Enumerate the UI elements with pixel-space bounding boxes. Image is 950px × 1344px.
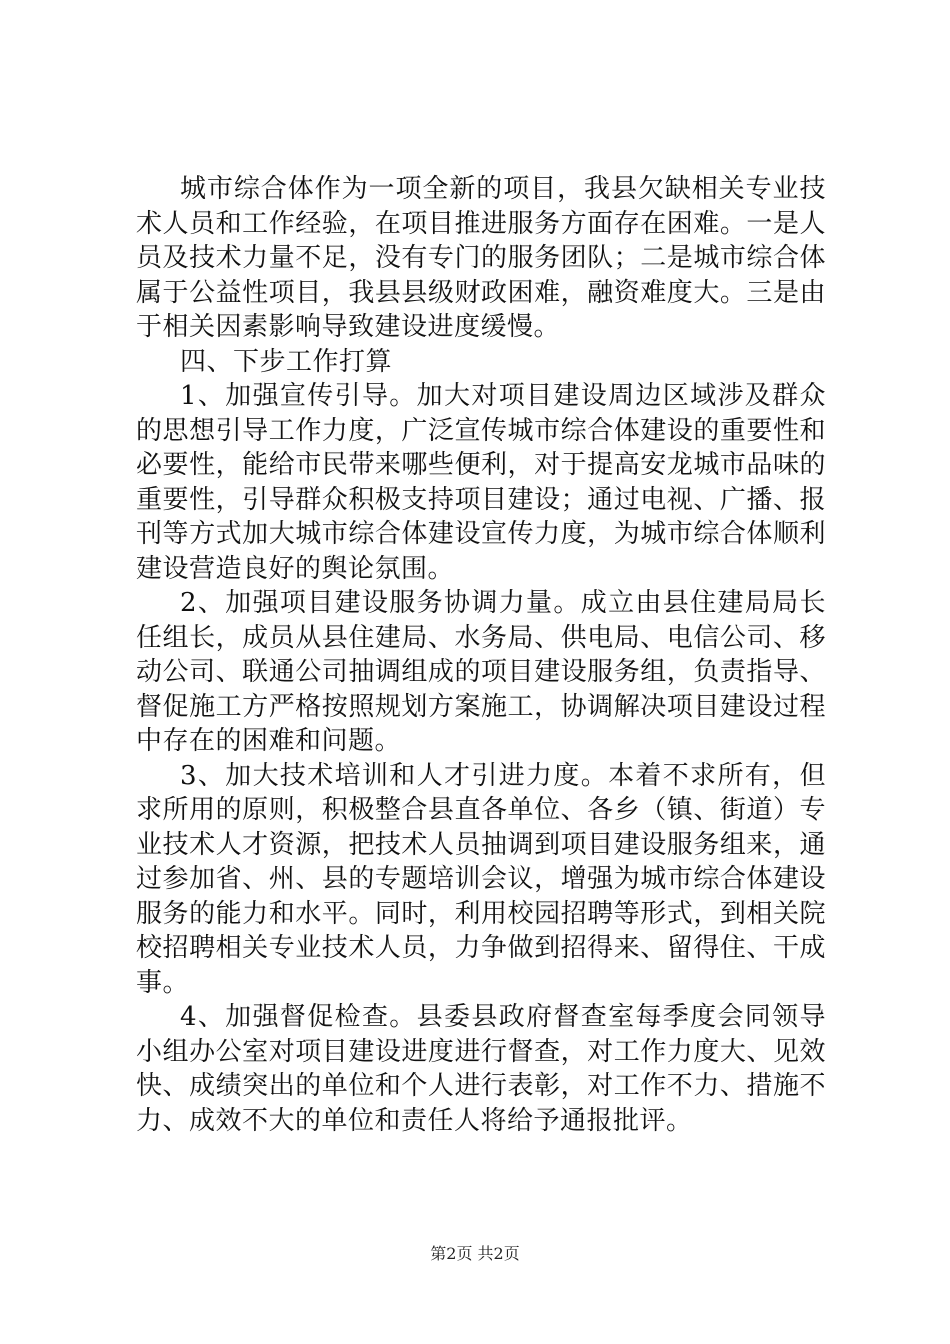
- document-body: [136, 172, 826, 1138]
- paragraph-item-4: 4、加强督促检查。县委县政府督查室每季度会同领导小组办公室对项目建设进度进行督查，对工作力度大、见效快、成绩突出的单位和个人进行表彰，对工作不力、措施不力、成效不大的单位和责任人将给予通报批评。: [136, 1002, 826, 1136]
- page-number-footer: 第2页 共2页: [430, 1244, 520, 1263]
- section-heading-next-steps: 四、下步工作打算: [180, 346, 393, 377]
- paragraph-item-3: 3、加大技术培训和人才引进力度。本着不求所有，但求所用的原则，积极整合县直各单位、各乡（镇、街道）专业技术人才资源，把技术人员抽调到项目建设服务组来，通过参加省、州、县的专题培训会议，增强为城市综合体建设服务的能力和水平。同时，利用校园招聘等形式，到相关院校招聘相关专业技术人员，力争做到招得来、留得住、干成事。: [136, 760, 826, 998]
- paragraph-difficulties: 城市综合体作为一项全新的项目，我县欠缺相关专业技术人员和工作经验，在项目推进服务方面存在困难。一是人员及技术力量不足，没有专门的服务团队；二是城市综合体属于公益性项目，我县县级财政困难，融资难度大。三是由于相关因素影响导致建设进度缓慢。: [136, 174, 826, 342]
- paragraph-item-2: 2、加强项目建设服务协调力量。成立由县住建局局长任组长，成员从县住建局、水务局、供电局、电信公司、移动公司、联通公司抽调组成的项目建设服务组，负责指导、督促施工方严格按照规划方案施工，协调解决项目建设过程中存在的困难和问题。: [136, 588, 826, 756]
- paragraph-item-1: 1、加强宣传引导。加大对项目建设周边区域涉及群众的思想引导工作力度，广泛宣传城市综合体建设的重要性和必要性，能给市民带来哪些便利，对于提高安龙城市品味的重要性，引导群众积极支持项目建设；通过电视、广播、报刊等方式加大城市综合体建设宣传力度，为城市综合体顺利建设营造良好的舆论氛围。: [136, 381, 826, 584]
